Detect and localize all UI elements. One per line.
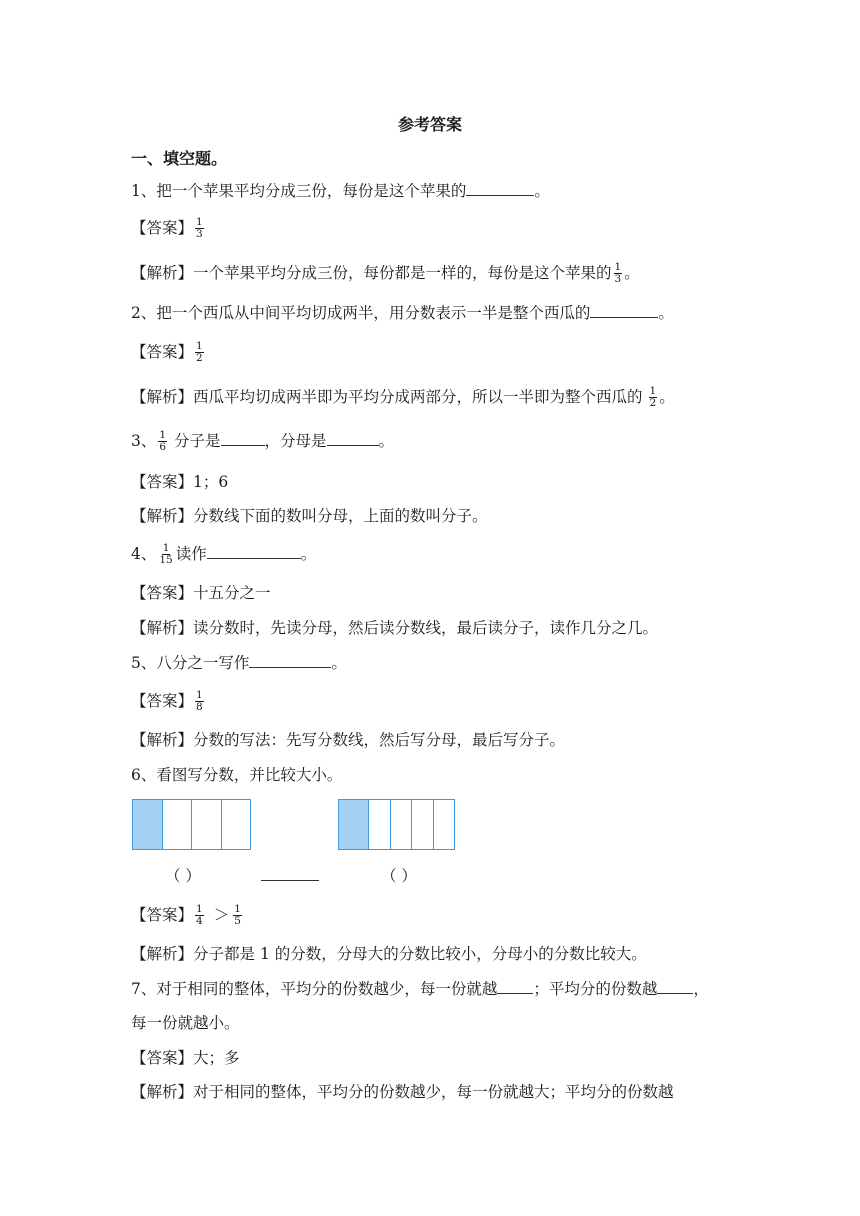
- numerator: 1: [234, 902, 241, 915]
- numerator: 1: [196, 215, 203, 228]
- numerator: 1: [614, 260, 622, 273]
- answer-label: 【答案】: [131, 343, 194, 361]
- analysis-text: 分数线下面的数叫分母，上面的数叫分子。: [193, 507, 488, 525]
- answer-2: [131, 341, 206, 365]
- answer-label: 【答案】: [131, 1049, 194, 1067]
- punct: ，: [693, 980, 709, 998]
- compare-blank: [261, 866, 319, 881]
- question-7-line2: [131, 1012, 240, 1034]
- answer-blank: [327, 431, 379, 446]
- question-3: [131, 430, 394, 454]
- denominator: 8: [196, 700, 203, 713]
- analysis-label: 【解析】: [131, 945, 194, 963]
- question-text: 1、把一个苹果平均分成三份，每份是这个苹果的: [131, 182, 467, 200]
- answer-blank: [657, 979, 693, 994]
- unshaded-part: [221, 799, 251, 850]
- analysis-text: 一个苹果平均分成三份，每份都是一样的，每份是这个苹果的: [193, 264, 612, 282]
- analysis-4: [131, 617, 658, 639]
- question-5: [131, 652, 347, 674]
- fraction: [158, 543, 173, 566]
- shaded-part: [338, 799, 369, 850]
- answer-blank: [497, 979, 533, 994]
- answer-text: 十五分之一: [193, 584, 271, 602]
- answer-paren-right: （ ）: [381, 867, 417, 885]
- answer-label: 【答案】: [131, 906, 194, 924]
- punct: 。: [534, 182, 550, 200]
- analysis-3: [131, 505, 488, 527]
- answer-label: 【答案】: [131, 584, 194, 602]
- fraction: [649, 386, 658, 409]
- analysis-text: 分数的写法：先写分数线，然后写分母，最后写分子。: [193, 731, 566, 749]
- answer-7: [131, 1047, 240, 1069]
- analysis-label: 【解析】: [131, 507, 194, 525]
- numerator: 1: [196, 688, 203, 701]
- question-text: ，分母是: [264, 432, 327, 450]
- answer-paren-left: （ ）: [165, 867, 201, 885]
- answer-blank: [590, 303, 658, 318]
- denominator: 4: [196, 914, 203, 927]
- analysis-label: 【解析】: [131, 1083, 194, 1101]
- analysis-5: [131, 729, 565, 751]
- analysis-label: 【解析】: [131, 264, 194, 282]
- question-text: 2、把一个西瓜从中间平均切成两半，用分数表示一半是整个西瓜的: [131, 304, 591, 322]
- question-6: [131, 764, 342, 786]
- question-text: 5、八分之一写作: [131, 654, 250, 672]
- question-4: [131, 543, 316, 567]
- question-2: [131, 302, 674, 324]
- analysis-7: [131, 1081, 674, 1103]
- denominator: 6: [159, 440, 167, 453]
- analysis-text: 读分数时，先读分母，然后读分数线，最后读分子，读作几分之几。: [193, 619, 659, 637]
- denominator: 2: [196, 351, 203, 364]
- question-text: ；平均分的份数越: [533, 980, 658, 998]
- fraction-bar-quarters: [132, 799, 250, 850]
- analysis-text: 西瓜平均切成两半即为平均分成两部分，所以一半即为整个西瓜的: [193, 388, 643, 406]
- question-text: 分子是: [169, 432, 221, 450]
- fraction: [158, 430, 167, 453]
- denominator: 5: [234, 914, 241, 927]
- numerator: 1: [649, 384, 657, 397]
- shaded-part: [132, 799, 163, 850]
- punct: 。: [300, 545, 317, 563]
- analysis-text: 分子都是 1 的分数，分母大的分数比较小，分母小的分数比较大。: [193, 945, 647, 963]
- unshaded-part: [433, 799, 456, 850]
- denominator: 3: [614, 272, 622, 285]
- analysis-label: 【解析】: [131, 388, 194, 406]
- numerator: 1: [196, 902, 203, 915]
- punct: 。: [659, 388, 675, 406]
- fraction: [195, 690, 204, 713]
- analysis-6: [131, 943, 647, 965]
- question-text: 每一份就越小。: [131, 1014, 240, 1032]
- fraction: [233, 904, 242, 927]
- question-text: 6、看图写分数，并比较大小。: [131, 766, 343, 784]
- denominator: 2: [649, 396, 657, 409]
- answer-1: [131, 217, 206, 241]
- analysis-text: 对于相同的整体，平均分的份数越少，每一份就越大；平均分的份数越: [193, 1083, 674, 1101]
- compare-symbol: ＞: [213, 906, 230, 924]
- answer-blank: [207, 544, 301, 559]
- question-text: 7、对于相同的整体，平均分的份数越少，每一份就越: [131, 980, 498, 998]
- unshaded-part: [390, 799, 413, 850]
- punct: 。: [658, 304, 674, 322]
- question-number: 3、: [131, 432, 157, 450]
- unshaded-part: [368, 799, 391, 850]
- fraction: [195, 904, 204, 927]
- analysis-2: [131, 386, 675, 410]
- answer-3: [131, 471, 228, 493]
- answer-4: [131, 582, 271, 604]
- analysis-label: 【解析】: [131, 731, 194, 749]
- numerator: 1: [162, 541, 170, 554]
- fraction: [614, 262, 623, 285]
- answer-label: 【答案】: [131, 692, 194, 710]
- punct: 。: [331, 654, 347, 672]
- answer-blank: [221, 431, 265, 446]
- answer-label: 【答案】: [131, 219, 194, 237]
- denominator: 3: [196, 227, 203, 240]
- question-number: 4、: [131, 545, 157, 563]
- question-1: [131, 180, 550, 202]
- answer-text: 大；多: [193, 1049, 240, 1067]
- question-7: [131, 978, 709, 1000]
- answer-label: 【答案】: [131, 473, 194, 491]
- answer-blank: [249, 653, 331, 668]
- analysis-1: [131, 262, 640, 286]
- unshaded-part: [411, 799, 434, 850]
- answer-blank: [466, 181, 534, 196]
- answer-5: [131, 690, 206, 714]
- unshaded-part: [191, 799, 221, 850]
- unshaded-part: [162, 799, 192, 850]
- punct: 。: [624, 264, 640, 282]
- numerator: 1: [196, 339, 203, 352]
- answer-text: 1；6: [193, 473, 229, 491]
- analysis-label: 【解析】: [131, 619, 194, 637]
- denominator: 15: [159, 553, 173, 566]
- section-heading: 一、填空题。: [131, 149, 228, 168]
- answer-6: [131, 904, 244, 928]
- punct: 。: [378, 432, 395, 450]
- page-title: 参考答案: [397, 115, 462, 134]
- fraction: [195, 217, 204, 240]
- numerator: 1: [159, 428, 167, 441]
- fraction-bar-fifths: [338, 799, 454, 850]
- fraction: [195, 341, 204, 364]
- question-text: 读作: [175, 545, 207, 563]
